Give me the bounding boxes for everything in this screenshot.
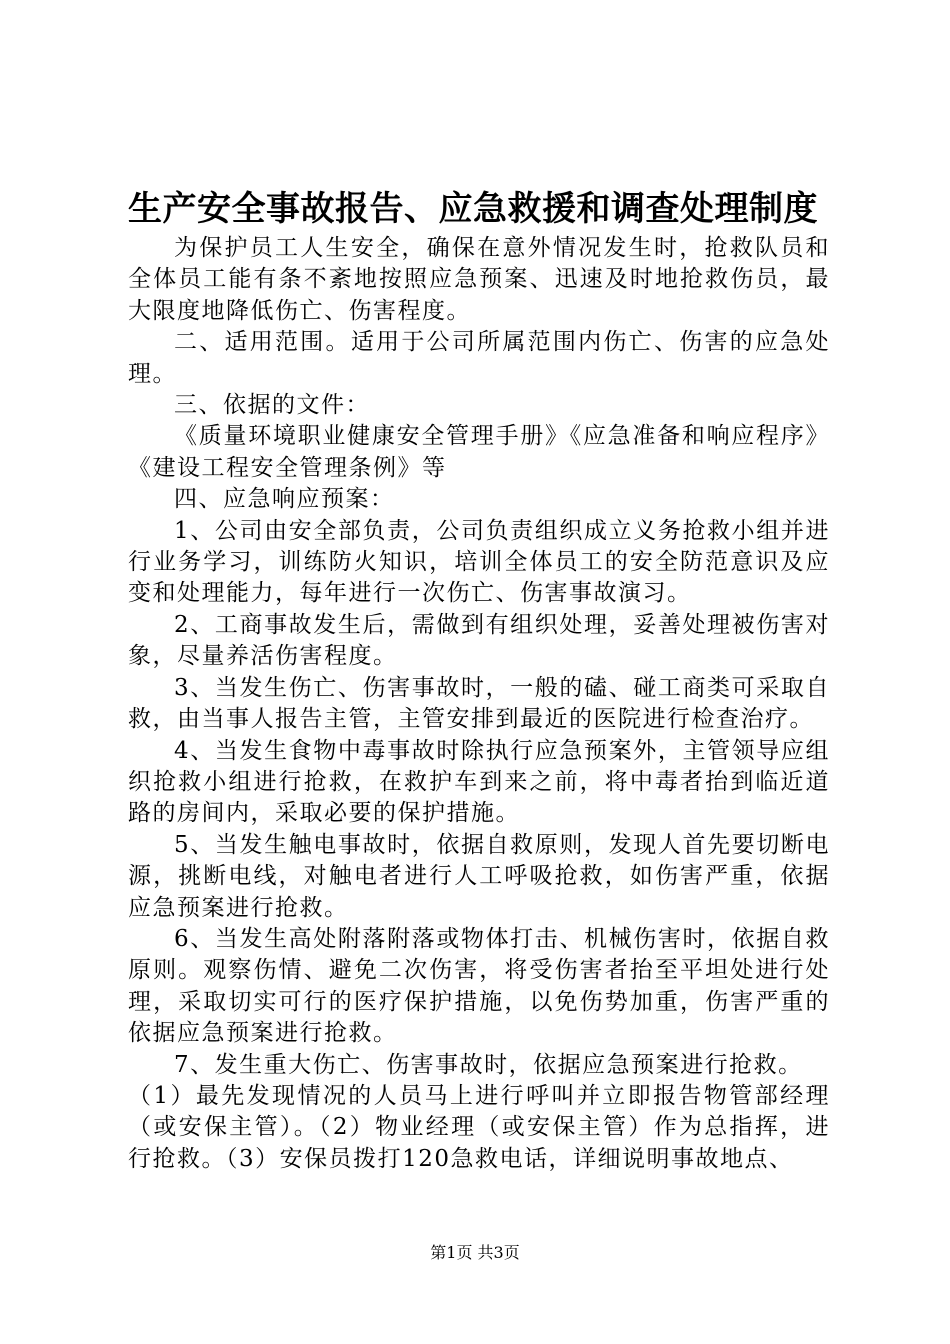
paragraph-basis-documents: 《质量环境职业健康安全管理手册》《应急准备和响应程序》《建设工程安全管理条例》等: [128, 423, 830, 481]
paragraph-scope: 二、适用范围。适用于公司所属范围内伤亡、伤害的应急处理。: [128, 329, 830, 387]
paragraph-item-6: 6、当发生高处附落附落或物体打击、机械伤害时，依据自救原则。观察伤情、避免二次伤害，将受伤害者抬至平坦处进行处理，采取切实可行的医疗保护措施，以免伤势加重，伤害严重的依据应急预案进行抢救。: [128, 925, 830, 1047]
document-body: [128, 233, 830, 1175]
paragraph-item-4: 4、当发生食物中毒事故时除执行应急预案外，主管领导应组织抢救小组进行抢救，在救护车到来之前，将中毒者抬到临近道路的房间内，采取必要的保护措施。: [128, 737, 830, 827]
paragraph-response-heading: 四、应急响应预案：: [174, 486, 395, 513]
paragraph-basis-heading: 三、依据的文件：: [174, 392, 370, 419]
paragraph-item-2: 2、工商事故发生后，需做到有组织处理，妥善处理被伤害对象，尽量养活伤害程度。: [128, 611, 830, 670]
document-title: 生产安全事故报告、应急救援和调查处理制度: [128, 189, 818, 229]
paragraph-item-1: 1、公司由安全部负责，公司负责组织成立义务抢救小组并进行业务学习，训练防火知识，培训全体员工的安全防范意识及应变和处理能力，每年进行一次伤亡、伤害事故演习。: [128, 517, 830, 607]
paragraph-intro: 为保护员工人生安全，确保在意外情况发生时，抢救队员和全体员工能有条不紊地按照应急预案、迅速及时地抢救伤员，最大限度地降低伤亡、伤害程度。: [128, 235, 830, 324]
paragraph-item-5: 5、当发生触电事故时，依据自救原则，发现人首先要切断电源，挑断电线，对触电者进行人工呼吸抢救，如伤害严重，依据应急预案进行抢救。: [128, 831, 830, 921]
paragraph-item-3: 3、当发生伤亡、伤害事故时，一般的磕、碰工商类可采取自救，由当事人报告主管，主管安排到最近的医院进行检查治疗。: [128, 674, 830, 733]
paragraph-item-7-steps: （1）最先发现情况的人员马上进行呼叫并立即报告物管部经理（或安保主管）。（2）物业经理（或安保主管）作为总指挥，进行抢救。（3）安保员拨打120急救电话，详细说明事故地点、: [128, 1082, 830, 1172]
paragraph-item-7: 7、发生重大伤亡、伤害事故时，依据应急预案进行抢救。: [174, 1051, 803, 1078]
page-footer: 第1页 共3页: [430, 1243, 520, 1262]
